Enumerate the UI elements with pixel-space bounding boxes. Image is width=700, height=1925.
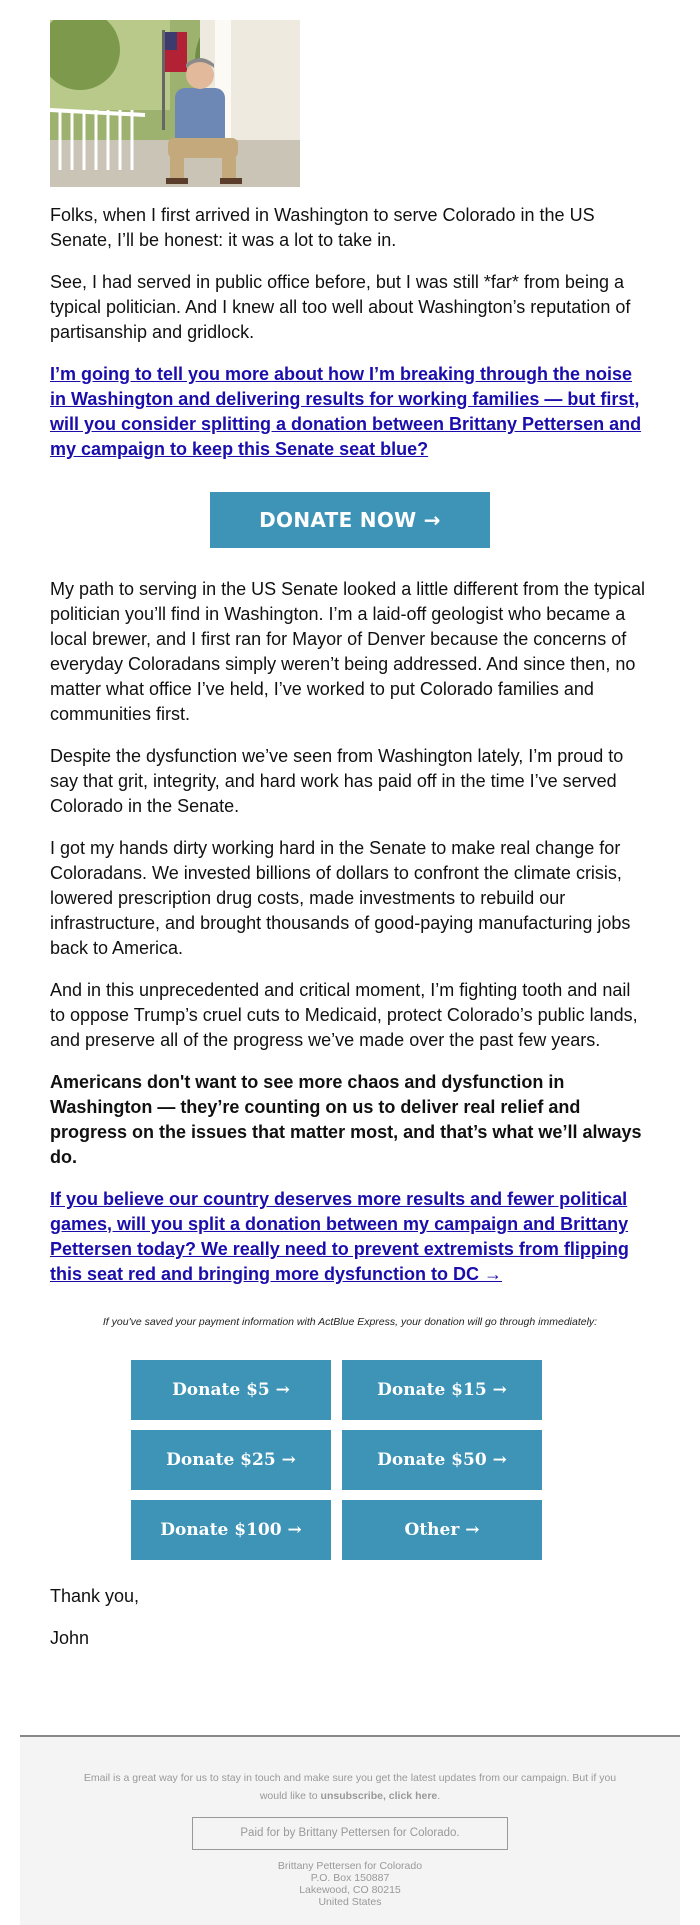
hero-photo-image [50,20,300,187]
email-footer [20,1735,680,1925]
address-line-org: Brittany Pettersen for Colorado [277,1860,423,1872]
footer-address [20,1860,680,1908]
donate-15-button[interactable]: Donate $15 → [342,1360,542,1420]
donate-100-button[interactable]: Donate $100 → [131,1500,331,1560]
donate-50-button[interactable]: Donate $50 → [342,1430,542,1490]
paragraph-background: See, I had served in public office before, but I was still *far* from being a typical politician. And I knew all too well about Washington’s reputation of partisanship and gridlock. [50,272,631,342]
address-line-box: P.O. Box 150887 [310,1872,390,1884]
donate-other-button[interactable]: Other → [342,1500,542,1560]
address-line-city: Lakewood, CO 80215 [299,1884,401,1896]
donation-ask-link-1[interactable]: I’m going to tell you more about how I’m breaking through the noise in Washington and delivering results for working families — but first, will you consider splitting a donation between Brittany Pettersen and my campaign to keep this Senate seat blue? [50,364,642,459]
donation-ask-link-2[interactable]: If you believe our country deserves more results and fewer political games, will you split a donation between my campaign and Brittany Pettersen today? We really need to prevent extremists from flipping this seat red and bringing more dysfunction to DC → [50,1189,629,1284]
actblue-express-note: If you've saved your payment information with ActBlue Express, your donation will go through immediately: [102,1316,598,1328]
donate-25-button[interactable]: Donate $25 → [131,1430,331,1490]
donate-5-button[interactable]: Donate $5 → [131,1360,331,1420]
paragraph-fight: And in this unprecedented and critical moment, I’m fighting tooth and nail to oppose Trump’s cruel cuts to Medicaid, protect Colorado’s public lands, and preserve all of the progress we’ve made over the past few years. [50,980,638,1050]
unsubscribe-link[interactable]: unsubscribe, click here [320,1790,438,1802]
paragraph-grit: Despite the dysfunction we’ve seen from Washington lately, I’m proud to say that grit, integrity, and hard work has paid off in the time I’ve served Colorado in the Senate. [50,746,624,816]
paragraph-results: I got my hands dirty working hard in the Senate to make real change for Coloradans. We invested billions of dollars to confront the climate crisis, lowered prescription drug costs, made investments to rebuild our infrastructure, and brought thousands of good-paying manufacturing jobs back to America. [50,838,631,958]
signoff-name: John [50,1628,90,1648]
paragraph-bold-appeal: Americans don't want to see more chaos and dysfunction in Washington — they’re counting on us to deliver real relief and progress on the issues that matter most, and that’s what we’ll always do. [50,1072,642,1167]
paragraph-intro: Folks, when I first arrived in Washington to serve Colorado in the US Senate, I’ll be honest: it was a lot to take in. [50,205,595,250]
footer-blurb-text: Email is a great way for us to stay in touch and make sure you get the latest updates from our campaign. But if you would like to [83,1772,617,1802]
paragraph-path: My path to serving in the US Senate looked a little different from the typical politician you’ll find in Washington. I’m a laid-off geologist who became a local brewer, and I first ran for Mayor of Denver because the concerns of everyday Coloradans simply weren’t being addressed. And since then, no matter what office I’ve held, I’ve worked to put Colorado families and communities first. [50,579,645,724]
footer-blurb-end: . [437,1790,441,1802]
paid-for-disclaimer: Paid for by Brittany Pettersen for Colorado. [192,1817,508,1850]
signoff-thanks: Thank you, [50,1586,140,1606]
donate-now-button[interactable]: DONATE NOW → [210,492,490,548]
address-line-country: United States [318,1896,382,1908]
footer-blurb [80,1769,620,1805]
p1 [50,203,650,271]
hero-photo [50,20,300,187]
